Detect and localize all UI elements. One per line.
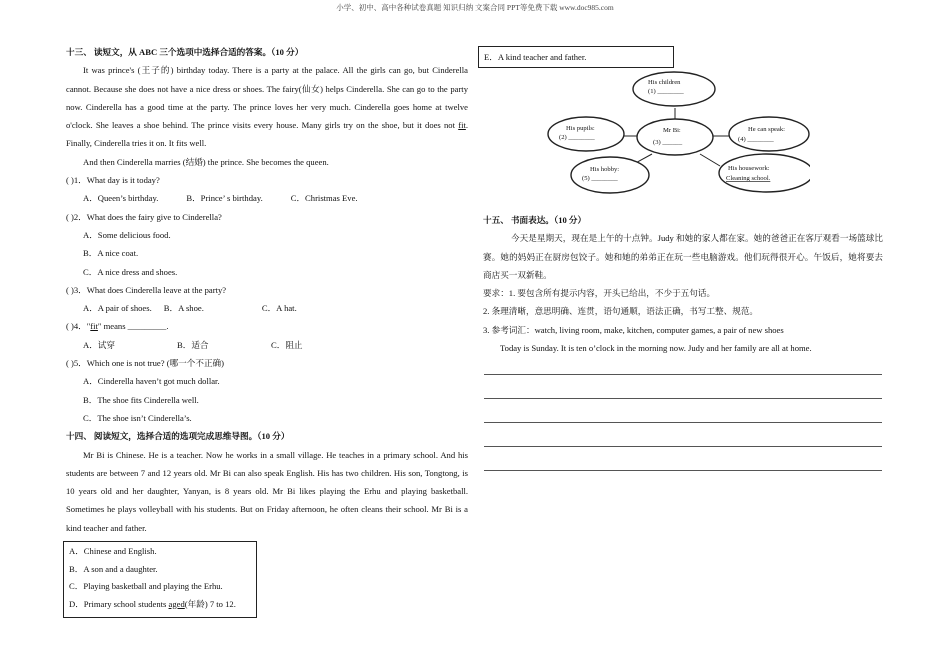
- center-blank: (3) ______: [653, 139, 683, 146]
- arrow-housework: [700, 154, 720, 166]
- q1-options: [66, 189, 468, 207]
- left-column: [66, 43, 468, 537]
- option-d: [69, 596, 256, 614]
- housework-answer: Cleaning school.: [726, 175, 771, 182]
- pupils-blank: (2) ________: [559, 134, 595, 141]
- page-header: 小学、初中、高中各种试卷真题 知识归纳 文案合同 PPT等免费下载 www.doc985.com: [336, 3, 614, 12]
- q4-a: A．试穿: [83, 339, 115, 350]
- center-label: Mr Bi:: [663, 127, 681, 134]
- q3-options: [66, 299, 468, 317]
- q2: ( )2．What does the fairy give to Cinderella?: [66, 211, 222, 222]
- q5: ( )5．Which one is not true? (哪一个不正确): [66, 358, 224, 369]
- option-c: C．Playing basketball and playing the Erhu.: [69, 581, 223, 591]
- option-b: B．A son and a daughter.: [69, 563, 158, 574]
- node-center: [637, 119, 713, 155]
- speak-blank: (4) ________: [738, 136, 774, 143]
- option-a: A．Chinese and English.: [69, 546, 157, 556]
- mind-map: [540, 68, 810, 198]
- q4-pre: ( )4．": [66, 321, 91, 332]
- option-d-pre: D．Primary school students: [69, 598, 169, 609]
- hobby-blank: (5) ________: [582, 175, 618, 182]
- passage-13-fit: fit: [458, 120, 466, 131]
- q3-a: A．A pair of shoes.: [83, 303, 152, 314]
- passage-13-p2: And then Cinderella marries (结婚) the prince. She becomes the queen.: [83, 156, 329, 167]
- requirement-1: 要求：1. 要包含所有提示内容，开头已给出，不少于五句话。: [483, 288, 716, 299]
- option-d-post: (年龄) 7 to 12.: [184, 598, 236, 609]
- speak-label: He can speak:: [748, 126, 785, 133]
- requirement-3: 3. 参考词汇：watch, living room, make, kitchen, computer games, a pair of new shoes: [483, 324, 784, 335]
- q3-c: C．A hat.: [261, 303, 297, 314]
- housework-label: His housework:: [728, 165, 770, 172]
- passage-13: [66, 61, 468, 152]
- section-14-title: 十四、 阅读短文，选择合适的选项完成思维导图。（10 分）: [66, 431, 290, 442]
- q4-post: " means _________.: [97, 321, 169, 332]
- q2-a: A．Some delicious food.: [83, 229, 171, 240]
- q1-b: B．Prince’ s birthday.: [186, 193, 263, 204]
- q5-c: C．The shoe isn’t Cinderella’s.: [83, 412, 192, 423]
- node-speak: [729, 117, 809, 151]
- options-box: [63, 541, 257, 618]
- q2-b: B．A nice coat.: [83, 248, 139, 259]
- q4: [66, 317, 468, 335]
- writing-start: Today is Sunday. It is ten o’clock in the morning now. Judy and her family are all at home.: [500, 343, 812, 354]
- q4-b: B．适合: [177, 339, 209, 350]
- q4-fit: fit: [90, 321, 98, 332]
- q1-c: C．Christmas Eve.: [290, 193, 358, 204]
- writing-prompt: 今天是星期天，现在是上午的十点钟。Judy 和她的家人都在家。她的爸爸正在客厅观看一场篮球比赛。她的妈妈正在厨房包饺子。她和她的弟弟正在玩一些电脑游戏。他们玩得很开心。午饭后，她将要去商店买一双新鞋。: [483, 233, 883, 280]
- answer-line-3[interactable]: [484, 422, 882, 423]
- q5-a: A．Cinderella haven’t got much dollar.: [83, 376, 220, 387]
- writing-section: [483, 211, 883, 357]
- passage-13-end: . Finally, Cinderella tries it on. It fits well.: [66, 120, 468, 149]
- hobby-label: His hobby:: [590, 166, 620, 173]
- option-e: E．A kind teacher and father.: [484, 52, 587, 62]
- q4-c: C．阻止: [271, 339, 303, 350]
- pupils-label: His pupils:: [566, 125, 595, 132]
- passage-14: Mr Bi is Chinese. He is a teacher. Now he works in a small village. He teaches in a primary school. And his students are between 7 and 12 years old. Mr Bi can also speak English. His has two children. His son, Tongtong, is 10 years old and her daughter, Yanyan, is 8 years old. Mr Bi likes playing the Erhu and playing basketball. Sometimes he plays volleyball with his students. But on Friday afternoon, he often cleans their school. Mr Bi is a kind teacher and father.: [66, 449, 468, 533]
- answer-line-4[interactable]: [484, 446, 882, 447]
- children-label: His children: [648, 79, 681, 86]
- q4-options: [66, 336, 468, 354]
- answer-line-5[interactable]: [484, 470, 882, 471]
- children-blank: (1) ________: [648, 88, 684, 95]
- q1-a: A．Queen’s birthday.: [83, 193, 159, 204]
- passage-13-text: It was prince's (王子的) birthday today. There is a party at the palace. All the girls can go, but Cinderella cannot. Because she does not have a nice dress or shoes. The fairy(仙女) helps Cinderella. She can go to the party now. Cinderella has a good time at the party. The prince loves her very much. Cinderella goes home at twelve o'clock. She leaves a shoe behind. The prince visits every house. Many girls try on the shoe, but it does not: [66, 65, 468, 131]
- option-d-aged: aged: [168, 598, 185, 609]
- q1: ( )1．What day is it today?: [66, 175, 160, 186]
- section-15-title: 十五、 书面表达。（10 分）: [483, 215, 587, 225]
- q2-c: C．A nice dress and shoes.: [83, 266, 178, 277]
- requirement-2: 2. 条理清晰，意思明确、连贯，语句通顺，语法正确，书写工整、规范。: [483, 306, 759, 317]
- answer-line-1[interactable]: [484, 374, 882, 375]
- q3-b: B．A shoe.: [163, 303, 204, 314]
- option-e-box: [478, 46, 674, 68]
- q3: ( )3．What does Cinderella leave at the party?: [66, 284, 227, 295]
- q5-b: B．The shoe fits Cinderella well.: [83, 394, 199, 405]
- section-13-title: 十三、 读短文，从 ABC 三个选项中选择合适的答案。（10 分）: [66, 47, 304, 57]
- answer-line-2[interactable]: [484, 398, 882, 399]
- node-housework: [719, 154, 810, 192]
